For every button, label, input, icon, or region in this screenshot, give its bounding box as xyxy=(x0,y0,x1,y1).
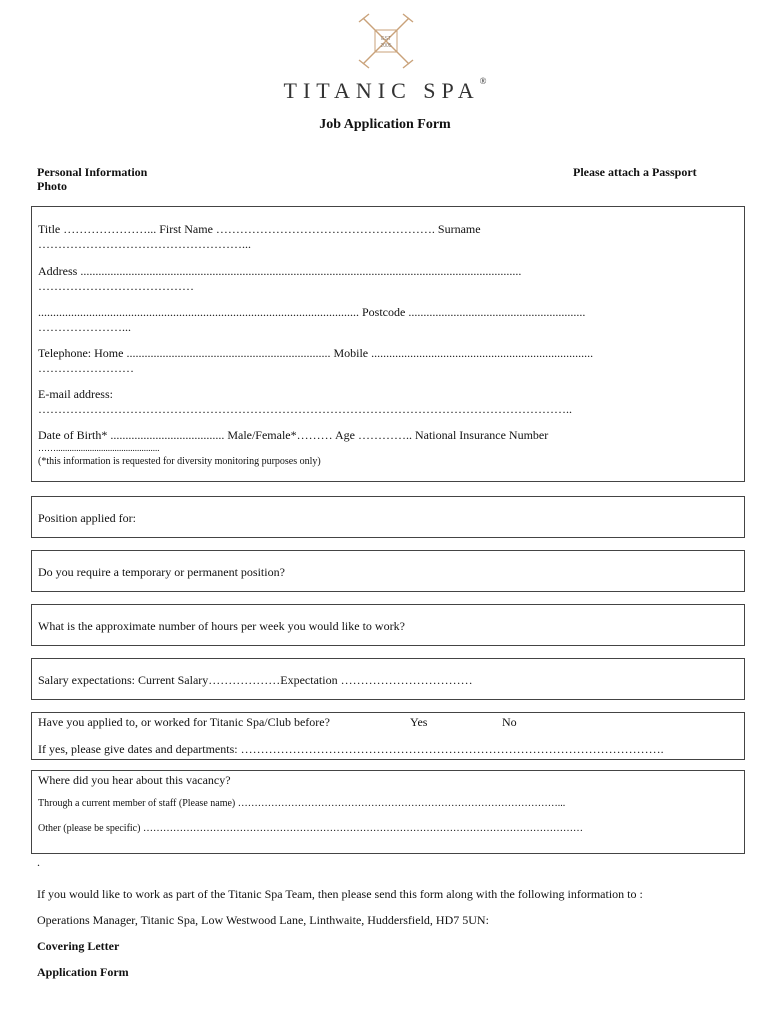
email-line[interactable]: …………………………………………………………………………………………………………………….. xyxy=(38,402,572,416)
dob-line[interactable]: Date of Birth* ...................................... Male/Female*……… Age ………….. National Insurance Number xyxy=(38,428,549,442)
application-form-item: Application Form xyxy=(37,965,129,979)
address-line-cont[interactable]: ………………………………… xyxy=(38,279,194,293)
passport-heading: Please attach a Passport xyxy=(573,165,697,179)
brand-name: TITANIC SPA® xyxy=(283,76,487,103)
email-label: E-mail address: xyxy=(38,387,113,401)
form-title: Job Application Form xyxy=(319,117,451,132)
temporary-permanent-label: Do you require a temporary or permanent position? xyxy=(38,565,285,579)
photo-heading: Photo xyxy=(37,179,67,193)
temporary-permanent-box[interactable] xyxy=(31,550,745,592)
salary-box[interactable] xyxy=(31,658,745,700)
position-box[interactable] xyxy=(31,496,745,538)
logo-text-1: EST xyxy=(381,36,391,42)
telephone-line[interactable]: Telephone: Home .................................................................... Mobile .......................................................................... xyxy=(38,346,594,360)
address-line[interactable]: Address ................................................................................................................................................... xyxy=(38,264,522,278)
name-line[interactable]: Title …………………... First Name ………………………………………………. Surname xyxy=(38,222,481,236)
hours-label: What is the approximate number of hours per week you would like to work? xyxy=(38,619,405,633)
diversity-note: (*this information is requested for diversity monitoring purposes only) xyxy=(38,456,321,467)
yes-option[interactable]: Yes xyxy=(410,715,428,729)
stray-dot: . xyxy=(37,855,40,869)
postcode-line-cont[interactable]: …………………... xyxy=(38,320,131,334)
other-source-line[interactable]: Other (please be specific) …………………………………………………………………………………………………………………… xyxy=(38,823,583,834)
ni-number-line[interactable]: …….............................................. xyxy=(38,443,160,453)
registered-mark: ® xyxy=(479,76,487,86)
staff-referral-line[interactable]: Through a current member of staff (Please name) ……………………………………………………………………………………... xyxy=(38,798,566,809)
footer-instructions: If you would like to work as part of the Titanic Spa Team, then please send this form along with the following information to : xyxy=(37,887,643,901)
dates-departments-line[interactable]: If yes, please give dates and departments: ……………………………………………………………………………………………. xyxy=(38,742,664,756)
vacancy-question: Where did you hear about this vacancy? xyxy=(38,773,231,787)
titanic-spa-logo xyxy=(355,10,417,72)
no-option[interactable]: No xyxy=(502,715,517,729)
postcode-line[interactable]: ........................................................................................................... Postcode ........................................................... xyxy=(38,305,586,319)
personal-info-box xyxy=(31,206,745,482)
applied-before-question: Have you applied to, or worked for Titanic Spa/Club before? xyxy=(38,715,330,729)
telephone-line-cont[interactable]: …………………… xyxy=(38,361,134,375)
position-applied-label: Position applied for: xyxy=(38,511,136,525)
vacancy-source-box xyxy=(31,770,745,854)
footer-address: Operations Manager, Titanic Spa, Low Westwood Lane, Linthwaite, Huddersfield, HD7 5UN: xyxy=(37,913,489,927)
logo-text-2: 2005 xyxy=(380,43,392,49)
applied-before-box xyxy=(31,712,745,760)
personal-information-heading: Personal Information xyxy=(37,165,148,179)
hours-box[interactable] xyxy=(31,604,745,646)
salary-label: Salary expectations: Current Salary………………Expectation …………………………… xyxy=(38,673,473,687)
surname-line[interactable]: ……………………………………………... xyxy=(38,237,251,251)
covering-letter-item: Covering Letter xyxy=(37,939,120,953)
